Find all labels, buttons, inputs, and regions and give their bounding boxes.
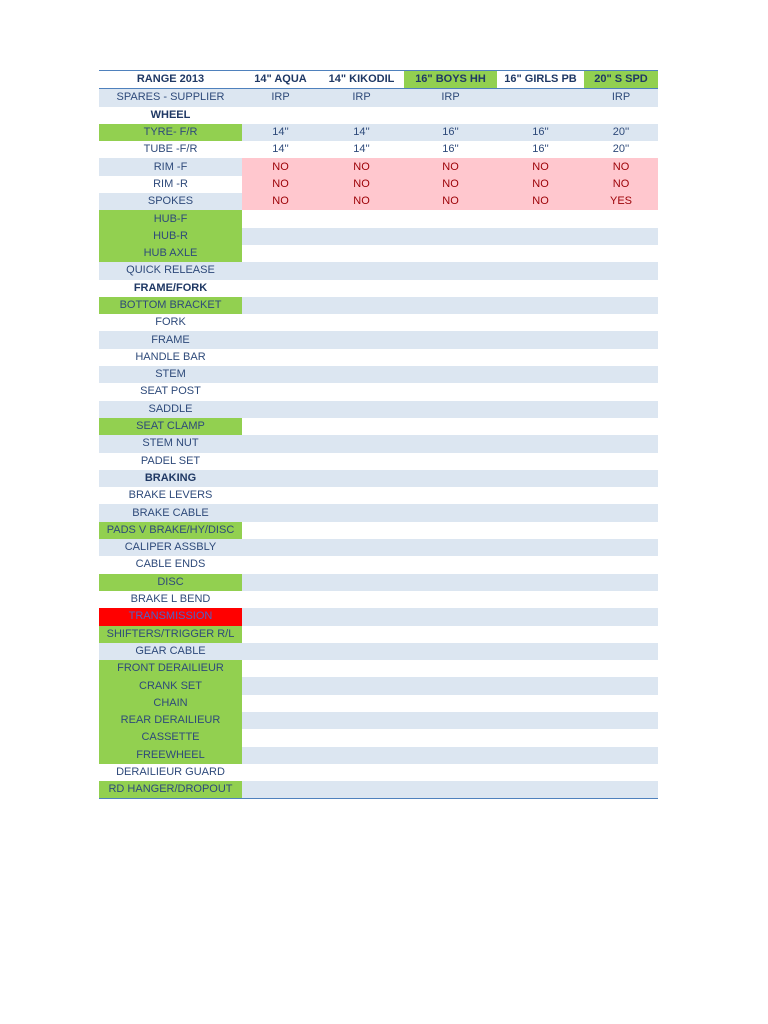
table-cell[interactable] [584, 539, 658, 556]
table-row [99, 677, 658, 694]
table-cell[interactable] [497, 781, 584, 799]
row-label[interactable]: HUB-F [99, 210, 242, 227]
table-row [99, 504, 658, 521]
table-cell[interactable] [497, 556, 584, 573]
table-row [99, 158, 658, 175]
table-cell[interactable] [319, 349, 404, 366]
table-cell[interactable]: 14'' [242, 141, 319, 158]
table-cell[interactable] [497, 643, 584, 660]
row-label[interactable]: DERAILIEUR GUARD [99, 764, 242, 781]
table-row [99, 522, 658, 539]
table-cell[interactable] [584, 314, 658, 331]
table-cell[interactable] [584, 418, 658, 435]
table-cell[interactable]: 14'' [319, 124, 404, 141]
table-cell[interactable] [319, 626, 404, 643]
row-label[interactable]: BOTTOM BRACKET [99, 297, 242, 314]
table-cell[interactable] [584, 228, 658, 245]
table-cell[interactable] [242, 539, 319, 556]
table-cell[interactable] [242, 781, 319, 799]
table-cell[interactable] [319, 660, 404, 677]
table-cell[interactable] [497, 677, 584, 694]
table-cell[interactable] [404, 764, 497, 781]
row-label[interactable]: HUB AXLE [99, 245, 242, 262]
table-cell[interactable] [584, 729, 658, 746]
row-label[interactable]: SPOKES [99, 193, 242, 210]
table-row [99, 331, 658, 348]
table-cell[interactable] [404, 383, 497, 400]
table-cell[interactable] [584, 262, 658, 279]
table-cell[interactable] [497, 660, 584, 677]
header-range[interactable]: RANGE 2013 [99, 71, 242, 89]
table-cell[interactable] [242, 695, 319, 712]
row-label[interactable]: SEAT POST [99, 383, 242, 400]
table-cell[interactable]: IRP [404, 89, 497, 107]
table-cell[interactable] [242, 764, 319, 781]
table-cell[interactable] [497, 712, 584, 729]
table-cell[interactable] [319, 643, 404, 660]
table-cell[interactable] [242, 747, 319, 764]
table-row [99, 643, 658, 660]
table-cell[interactable] [584, 574, 658, 591]
table-cell[interactable] [242, 591, 319, 608]
table-cell[interactable] [404, 781, 497, 799]
table-cell[interactable] [404, 677, 497, 694]
table-cell[interactable] [242, 574, 319, 591]
table-cell[interactable] [404, 262, 497, 279]
table-cell[interactable] [584, 660, 658, 677]
row-label[interactable]: CASSETTE [99, 729, 242, 746]
table-row [99, 487, 658, 504]
table-cell[interactable] [584, 453, 658, 470]
table-cell[interactable] [404, 660, 497, 677]
table-cell[interactable]: NO [584, 158, 658, 175]
table-cell[interactable] [404, 418, 497, 435]
table-cell[interactable] [319, 470, 404, 487]
table-cell[interactable] [497, 591, 584, 608]
table-cell[interactable] [584, 435, 658, 452]
table-cell[interactable]: 20'' [584, 141, 658, 158]
table-cell[interactable] [497, 626, 584, 643]
table-cell[interactable] [584, 608, 658, 625]
table-row [99, 470, 658, 487]
table-cell[interactable] [584, 401, 658, 418]
table-cell[interactable] [242, 435, 319, 452]
row-label[interactable]: FRAME/FORK [99, 280, 242, 297]
table-cell[interactable] [242, 349, 319, 366]
table-cell[interactable] [584, 297, 658, 314]
row-label[interactable]: CABLE ENDS [99, 556, 242, 573]
table-cell[interactable] [319, 331, 404, 348]
table-cell[interactable]: NO [242, 193, 319, 210]
table-cell[interactable]: 16'' [497, 141, 584, 158]
table-cell[interactable] [584, 504, 658, 521]
table-cell[interactable] [584, 781, 658, 799]
table-cell[interactable] [497, 574, 584, 591]
row-label[interactable]: WHEEL [99, 107, 242, 124]
table-cell[interactable] [404, 729, 497, 746]
table-cell[interactable]: NO [319, 193, 404, 210]
table-cell[interactable] [242, 331, 319, 348]
table-cell[interactable] [319, 297, 404, 314]
spares-table [99, 70, 658, 799]
header-boys-hh[interactable]: 16" BOYS HH [404, 71, 497, 89]
row-label[interactable]: FRONT DERAILIEUR [99, 660, 242, 677]
table-cell[interactable] [404, 470, 497, 487]
table-row [99, 401, 658, 418]
row-label[interactable]: PADS V BRAKE/HY/DISC [99, 522, 242, 539]
table-cell[interactable] [319, 729, 404, 746]
table-cell[interactable] [497, 366, 584, 383]
table-cell[interactable] [319, 522, 404, 539]
table-row [99, 608, 658, 625]
table-row [99, 574, 658, 591]
table-row [99, 729, 658, 746]
row-label[interactable]: STEM [99, 366, 242, 383]
header-s-spd[interactable]: 20" S SPD [584, 71, 658, 89]
table-cell[interactable] [497, 487, 584, 504]
table-cell[interactable] [404, 556, 497, 573]
table-cell[interactable] [319, 280, 404, 297]
table-cell[interactable] [404, 539, 497, 556]
table-row [99, 314, 658, 331]
table-cell[interactable] [242, 228, 319, 245]
spreadsheet [99, 70, 658, 799]
table-cell[interactable] [319, 677, 404, 694]
table-row [99, 107, 658, 124]
table-cell[interactable] [404, 712, 497, 729]
table-cell[interactable] [242, 608, 319, 625]
table-cell[interactable] [497, 228, 584, 245]
table-cell[interactable] [584, 280, 658, 297]
table-cell[interactable] [319, 712, 404, 729]
table-cell[interactable] [497, 539, 584, 556]
table-cell[interactable] [497, 331, 584, 348]
row-label[interactable]: BRAKE CABLE [99, 504, 242, 521]
table-cell[interactable] [319, 383, 404, 400]
table-cell[interactable] [404, 280, 497, 297]
table-row [99, 89, 658, 107]
table-cell[interactable] [497, 695, 584, 712]
row-label[interactable]: CHAIN [99, 695, 242, 712]
table-cell[interactable]: 20'' [584, 124, 658, 141]
row-label[interactable]: FREEWHEEL [99, 747, 242, 764]
table-cell[interactable] [584, 470, 658, 487]
table-cell[interactable] [497, 107, 584, 124]
table-cell[interactable] [497, 89, 584, 107]
table-cell[interactable] [242, 643, 319, 660]
table-row [99, 539, 658, 556]
table-cell[interactable] [319, 107, 404, 124]
table-cell[interactable] [497, 383, 584, 400]
table-cell[interactable] [404, 487, 497, 504]
table-cell[interactable] [497, 418, 584, 435]
table-cell[interactable] [242, 626, 319, 643]
row-label[interactable]: BRAKE L BEND [99, 591, 242, 608]
table-cell[interactable]: 14'' [319, 141, 404, 158]
row-label[interactable]: QUICK RELEASE [99, 262, 242, 279]
table-row [99, 418, 658, 435]
table-cell[interactable]: IRP [584, 89, 658, 107]
table-row [99, 280, 658, 297]
row-label[interactable]: HANDLE BAR [99, 349, 242, 366]
table-cell[interactable] [319, 262, 404, 279]
table-cell[interactable] [319, 210, 404, 227]
table-cell[interactable]: NO [404, 158, 497, 175]
table-cell[interactable] [497, 245, 584, 262]
table-cell[interactable] [497, 210, 584, 227]
table-cell[interactable] [404, 591, 497, 608]
table-cell[interactable] [584, 677, 658, 694]
header-girls-pb[interactable]: 16" GIRLS PB [497, 71, 584, 89]
table-cell[interactable] [497, 280, 584, 297]
table-row [99, 176, 658, 193]
table-cell[interactable] [319, 228, 404, 245]
table-cell[interactable]: NO [404, 176, 497, 193]
table-cell[interactable] [404, 366, 497, 383]
table-cell[interactable] [497, 764, 584, 781]
table-row [99, 141, 658, 158]
table-row [99, 781, 658, 799]
table-cell[interactable] [404, 643, 497, 660]
table-cell[interactable] [404, 297, 497, 314]
table-cell[interactable] [319, 487, 404, 504]
table-cell[interactable] [242, 297, 319, 314]
table-cell[interactable]: NO [497, 158, 584, 175]
table-row [99, 210, 658, 227]
row-label[interactable]: RIM -R [99, 176, 242, 193]
table-cell[interactable]: 16'' [404, 124, 497, 141]
row-label[interactable]: TYRE- F/R [99, 124, 242, 141]
table-cell[interactable]: 16'' [404, 141, 497, 158]
table-cell[interactable]: NO [584, 176, 658, 193]
table-cell[interactable] [584, 626, 658, 643]
table-cell[interactable] [319, 453, 404, 470]
table-cell[interactable] [242, 280, 319, 297]
table-cell[interactable]: NO [242, 176, 319, 193]
row-label[interactable]: SADDLE [99, 401, 242, 418]
table-cell[interactable] [584, 487, 658, 504]
row-label[interactable]: SEAT CLAMP [99, 418, 242, 435]
table-cell[interactable] [584, 331, 658, 348]
row-label[interactable]: FORK [99, 314, 242, 331]
table-cell[interactable] [404, 608, 497, 625]
row-label[interactable]: SHIFTERS/TRIGGER R/L [99, 626, 242, 643]
table-cell[interactable] [242, 522, 319, 539]
table-cell[interactable] [497, 453, 584, 470]
row-label[interactable]: BRAKING [99, 470, 242, 487]
table-cell[interactable] [497, 435, 584, 452]
table-row [99, 556, 658, 573]
table-row [99, 747, 658, 764]
table-cell[interactable] [497, 349, 584, 366]
table-cell[interactable] [242, 418, 319, 435]
table-cell[interactable] [497, 747, 584, 764]
row-label[interactable]: FRAME [99, 331, 242, 348]
table-row [99, 124, 658, 141]
table-cell[interactable] [404, 107, 497, 124]
row-label[interactable]: STEM NUT [99, 435, 242, 452]
table-cell[interactable] [319, 591, 404, 608]
table-cell[interactable] [497, 262, 584, 279]
table-row [99, 695, 658, 712]
table-row [99, 383, 658, 400]
row-label[interactable]: RIM -F [99, 158, 242, 175]
table-row [99, 764, 658, 781]
table-cell[interactable] [319, 366, 404, 383]
table-cell[interactable] [319, 418, 404, 435]
table-cell[interactable] [404, 695, 497, 712]
table-cell[interactable] [497, 522, 584, 539]
table-cell[interactable]: 16'' [497, 124, 584, 141]
table-cell[interactable] [584, 591, 658, 608]
table-cell[interactable] [584, 764, 658, 781]
table-cell[interactable] [242, 401, 319, 418]
table-cell[interactable] [319, 435, 404, 452]
table-cell[interactable] [242, 245, 319, 262]
table-row [99, 297, 658, 314]
table-cell[interactable] [242, 470, 319, 487]
table-cell[interactable] [242, 487, 319, 504]
table-cell[interactable]: NO [404, 193, 497, 210]
table-cell[interactable] [242, 504, 319, 521]
table-cell[interactable]: NO [497, 193, 584, 210]
header-row [99, 71, 658, 89]
table-cell[interactable] [584, 643, 658, 660]
table-cell[interactable] [404, 522, 497, 539]
table-cell[interactable] [319, 747, 404, 764]
row-label[interactable]: PADEL SET [99, 453, 242, 470]
table-cell[interactable]: IRP [242, 89, 319, 107]
table-cell[interactable] [242, 729, 319, 746]
table-cell[interactable] [497, 729, 584, 746]
table-cell[interactable] [497, 401, 584, 418]
row-label[interactable]: DISC [99, 574, 242, 591]
table-cell[interactable] [404, 210, 497, 227]
table-cell[interactable] [242, 366, 319, 383]
table-cell[interactable] [242, 453, 319, 470]
table-cell[interactable] [404, 314, 497, 331]
table-cell[interactable] [242, 314, 319, 331]
table-cell[interactable] [319, 695, 404, 712]
row-label[interactable]: REAR DERAILIEUR [99, 712, 242, 729]
table-cell[interactable] [584, 747, 658, 764]
table-cell[interactable] [404, 349, 497, 366]
table-row [99, 660, 658, 677]
row-label[interactable]: TUBE -F/R [99, 141, 242, 158]
header-kikodil[interactable]: 14" KIKODIL [319, 71, 404, 89]
row-label[interactable]: CRANK SET [99, 677, 242, 694]
table-cell[interactable] [497, 314, 584, 331]
table-cell[interactable] [584, 522, 658, 539]
table-cell[interactable] [319, 608, 404, 625]
table-cell[interactable] [242, 712, 319, 729]
table-row [99, 262, 658, 279]
table-cell[interactable] [319, 781, 404, 799]
table-cell[interactable] [404, 504, 497, 521]
table-row [99, 349, 658, 366]
table-row [99, 366, 658, 383]
table-cell[interactable] [242, 383, 319, 400]
table-cell[interactable] [404, 401, 497, 418]
table-row [99, 228, 658, 245]
table-cell[interactable] [404, 228, 497, 245]
table-cell[interactable] [404, 453, 497, 470]
row-label[interactable]: TRANSMISSION [99, 608, 242, 625]
table-cell[interactable] [319, 574, 404, 591]
table-cell[interactable]: NO [319, 158, 404, 175]
table-cell[interactable] [242, 210, 319, 227]
table-cell[interactable] [242, 262, 319, 279]
table-row [99, 626, 658, 643]
table-cell[interactable]: 14'' [242, 124, 319, 141]
table-row [99, 712, 658, 729]
table-cell[interactable]: NO [319, 176, 404, 193]
table-cell[interactable] [404, 245, 497, 262]
table-cell[interactable] [404, 331, 497, 348]
table-cell[interactable] [584, 695, 658, 712]
table-cell[interactable] [497, 470, 584, 487]
table-row [99, 193, 658, 210]
table-cell[interactable] [404, 574, 497, 591]
table-cell[interactable] [584, 712, 658, 729]
table-cell[interactable] [584, 366, 658, 383]
row-label[interactable]: GEAR CABLE [99, 643, 242, 660]
table-cell[interactable] [584, 245, 658, 262]
table-cell[interactable] [319, 314, 404, 331]
table-cell[interactable]: YES [584, 193, 658, 210]
table-cell[interactable]: NO [497, 176, 584, 193]
row-label[interactable]: SPARES - SUPPLIER [99, 89, 242, 107]
table-cell[interactable] [497, 504, 584, 521]
table-cell[interactable] [319, 556, 404, 573]
table-cell[interactable] [584, 210, 658, 227]
row-label[interactable]: CALIPER ASSBLY [99, 539, 242, 556]
table-row [99, 591, 658, 608]
row-label[interactable]: RD HANGER/DROPOUT [99, 781, 242, 799]
table-cell[interactable] [242, 556, 319, 573]
table-cell[interactable] [319, 504, 404, 521]
table-cell[interactable] [319, 764, 404, 781]
table-cell[interactable] [404, 626, 497, 643]
header-aqua[interactable]: 14" AQUA [242, 71, 319, 89]
table-cell[interactable] [242, 677, 319, 694]
row-label[interactable]: BRAKE LEVERS [99, 487, 242, 504]
table-cell[interactable] [404, 747, 497, 764]
table-cell[interactable] [584, 107, 658, 124]
table-row [99, 245, 658, 262]
table-cell[interactable] [497, 297, 584, 314]
table-cell[interactable] [404, 435, 497, 452]
table-cell[interactable] [497, 608, 584, 625]
table-cell[interactable]: IRP [319, 89, 404, 107]
table-row [99, 453, 658, 470]
table-cell[interactable]: NO [242, 158, 319, 175]
table-cell[interactable] [319, 539, 404, 556]
table-cell[interactable] [584, 383, 658, 400]
table-cell[interactable] [242, 107, 319, 124]
table-cell[interactable] [319, 245, 404, 262]
table-cell[interactable] [242, 660, 319, 677]
table-cell[interactable] [319, 401, 404, 418]
table-cell[interactable] [584, 349, 658, 366]
table-cell[interactable] [584, 556, 658, 573]
row-label[interactable]: HUB-R [99, 228, 242, 245]
table-row [99, 435, 658, 452]
